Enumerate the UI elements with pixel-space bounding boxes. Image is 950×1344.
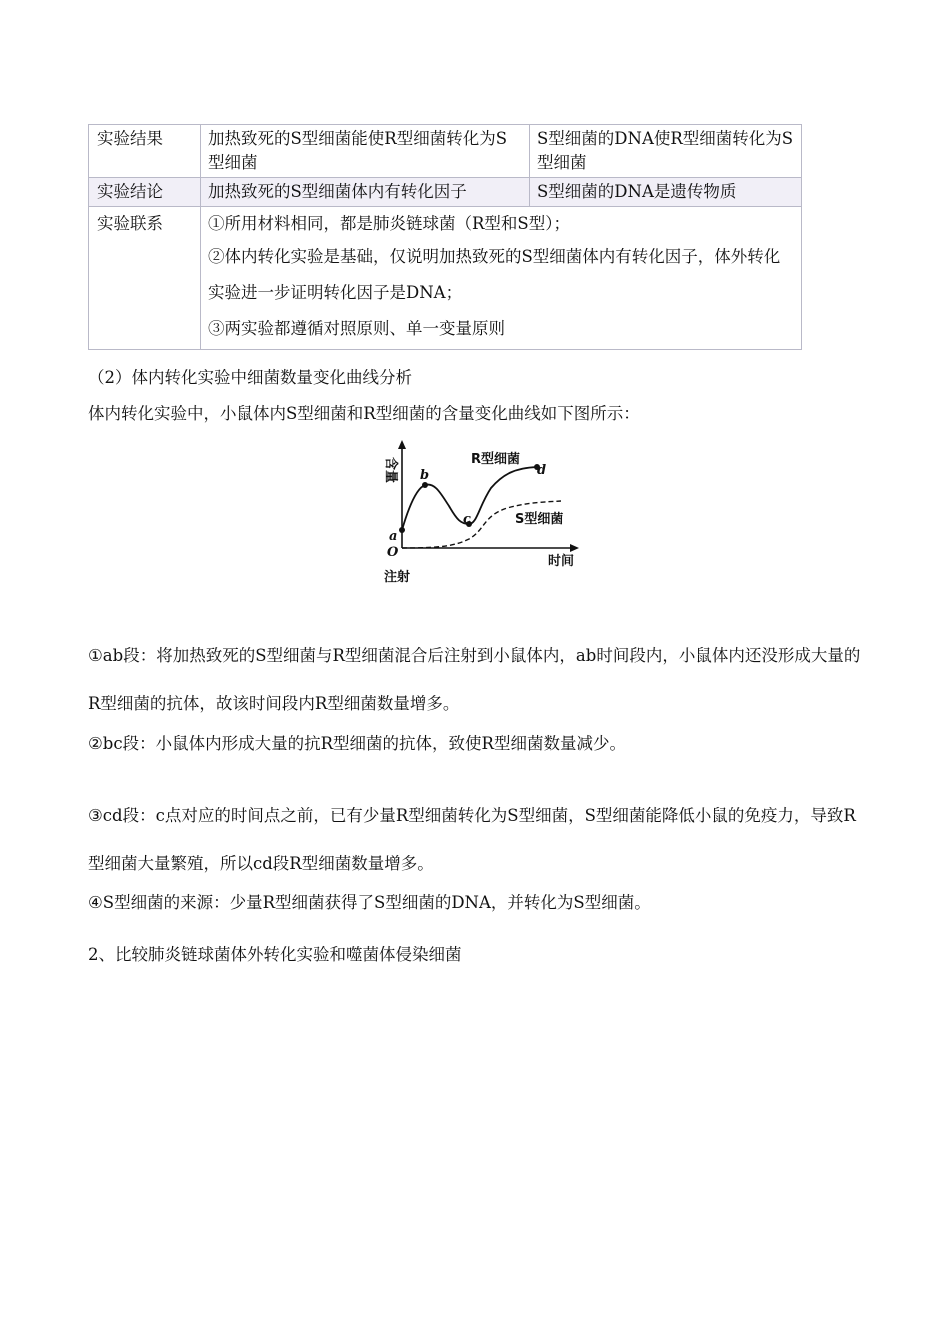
point-a-label: a <box>389 529 398 544</box>
analysis-item: ③cd段：c点对应的时间点之前，已有少量R型细菌转化为S型细菌，S型细菌能降低小鼠的免疫力，导致R型细菌大量繁殖，所以cd段R型细菌数量增多。 <box>88 806 856 873</box>
x-axis-arrow <box>570 544 579 552</box>
table-cell: S型细菌的DNA是遗传物质 <box>530 178 802 207</box>
point-a <box>399 527 405 533</box>
origin-label: O <box>387 545 399 560</box>
bacteria-curve-chart <box>365 436 585 586</box>
link-item: ①所用材料相同，都是肺炎链球菌（R型和S型）； <box>208 214 570 233</box>
table-cell: 加热致死的S型细菌体内有转化因子 <box>201 178 530 207</box>
analysis-item: ①ab段：将加热致死的S型细菌与R型细菌混合后注射到小鼠体内，ab时间段内，小鼠体内还没形成大量的R型细菌的抗体，故该时间段内R型细菌数量增多。 <box>88 646 861 713</box>
table-row <box>89 178 802 207</box>
x-axis-label: 时间 <box>548 554 575 569</box>
link-item: ③两实验都遵循对照原则、单一变量原则 <box>208 319 505 338</box>
comparison-table <box>88 124 802 350</box>
table-cell: 加热致死的S型细菌能使R型细菌转化为S型细菌 <box>201 125 530 178</box>
row-label: 实验联系 <box>89 207 201 350</box>
section-heading: 2、比较肺炎链球菌体外转化实验和噬菌体侵染细菌 <box>88 945 462 964</box>
link-item: ②体内转化实验是基础，仅说明加热致死的S型细菌体内有转化因子，体外转化实验进一步证明转化因子是DNA； <box>208 247 781 302</box>
point-d-label: d <box>537 463 547 478</box>
section-title: （2）体内转化实验中细菌数量变化曲线分析 <box>88 368 412 387</box>
x-start-label: 注射 <box>384 570 411 585</box>
y-axis-label: 含量 <box>383 457 398 484</box>
series-r-label: R型细菌 <box>471 452 521 467</box>
point-c-label: c <box>463 512 471 527</box>
series-s-label: S型细菌 <box>515 512 564 527</box>
table-row <box>89 125 802 178</box>
row-label: 实验结果 <box>89 125 201 178</box>
point-b-label: b <box>420 468 430 483</box>
table-cell-merged <box>201 207 802 350</box>
intro-text: 体内转化实验中，小鼠体内S型细菌和R型细菌的含量变化曲线如下图所示： <box>88 404 640 423</box>
table-cell: S型细菌的DNA使R型细菌转化为S型细菌 <box>530 125 802 178</box>
analysis-item: ④S型细菌的来源：少量R型细菌获得了S型细菌的DNA，并转化为S型细菌。 <box>88 893 651 912</box>
table-row <box>89 207 802 350</box>
y-axis-arrow <box>398 440 406 449</box>
row-label: 实验结论 <box>89 178 201 207</box>
analysis-item: ②bc段：小鼠体内形成大量的抗R型细菌的抗体，致使R型细菌数量减少。 <box>88 734 626 753</box>
